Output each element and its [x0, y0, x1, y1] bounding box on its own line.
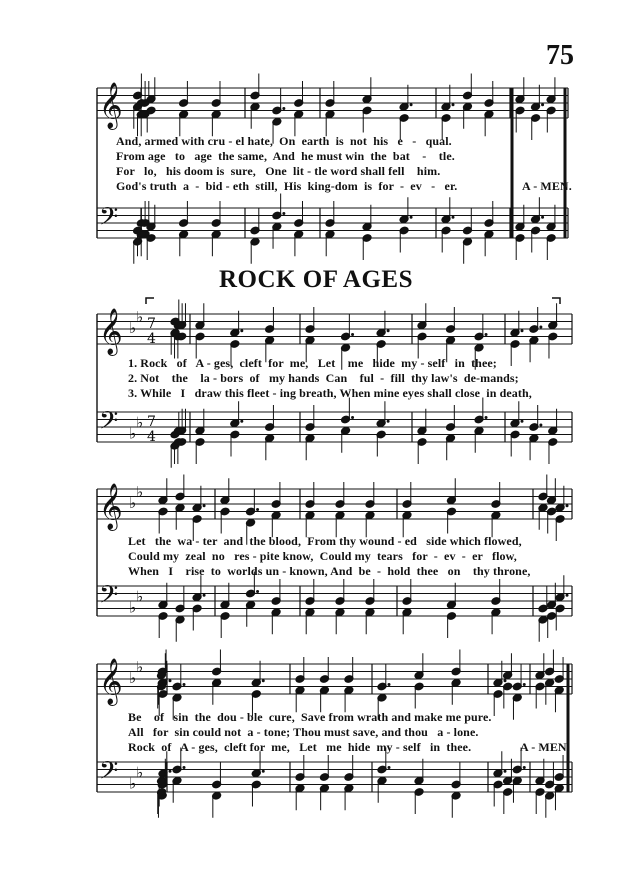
augmentation-dot — [410, 103, 413, 106]
augmentation-dot — [485, 333, 488, 336]
system-1-verse-2: 2. Not the la - bors of my hands Can ful - fill thy law's de-mands; — [128, 371, 519, 385]
augmentation-dot — [256, 508, 259, 511]
flat-sign: ♭ — [136, 763, 144, 782]
system-2-verse-2: Could my zeal no res - pite know, Could my tears for - ev - er flow, — [128, 549, 517, 563]
augmentation-dot — [169, 770, 172, 773]
augmentation-dot — [388, 683, 391, 686]
flat-sign: ♭ — [129, 774, 137, 793]
augmentation-dot — [262, 770, 265, 773]
top-lyric-line-2: From age to age the same, And he must win the bat - tle. — [116, 149, 455, 163]
augmentation-dot — [539, 424, 542, 427]
system-1-time-bottom: 4 — [147, 331, 156, 347]
augmentation-dot — [485, 416, 488, 419]
augmentation-dot — [387, 420, 390, 423]
augmentation-dot — [539, 326, 542, 329]
top-system-treble-clef: 𝄞 — [99, 82, 123, 129]
augmentation-dot — [183, 683, 186, 686]
hymn-title: ROCK OF AGES — [219, 266, 413, 293]
flat-sign: ♭ — [129, 494, 137, 512]
system-2-treble-clef: 𝄞 — [99, 483, 123, 530]
system-3-verse-1: Be of sin the dou - ble cure, Save from wrath and make me pure. — [128, 710, 492, 724]
augmentation-dot — [566, 594, 569, 597]
augmentation-dot — [351, 333, 354, 336]
augmentation-dot — [240, 329, 243, 332]
system-2-verse-3: When I rise to worlds un - known, And be - hold thee on thy throne, — [128, 564, 531, 578]
top-lyric-line-4: God's truth a - bid - eth still, His king-dom is for - ev - er. — [116, 179, 458, 193]
flat-sign: ♭ — [129, 598, 137, 617]
augmentation-dot — [452, 216, 455, 219]
augmentation-dot — [521, 329, 524, 332]
bracket-mark — [146, 298, 154, 304]
page-number: 75 — [546, 40, 574, 71]
top-lyric-line-1: And, armed with cru - el hate, On earth is not his e - qual. — [116, 134, 452, 148]
augmentation-dot — [240, 420, 243, 423]
system-3-verse-3: Rock of A - ges, cleft for me, Let me hide my - self in thee. — [128, 740, 472, 754]
augmentation-dot — [183, 766, 186, 769]
top-amen: A - MEN. — [522, 179, 572, 193]
system-1-bass-clef: 𝄢 — [99, 406, 119, 442]
augmentation-dot — [203, 504, 206, 507]
flat-sign: ♭ — [129, 669, 137, 687]
flat-sign: ♭ — [136, 307, 144, 326]
system-1-verse-1: 1. Rock of A - ges, cleft for me, Let me hide my - self in thee; — [128, 356, 497, 370]
augmentation-dot — [523, 683, 526, 686]
augmentation-dot — [282, 107, 285, 110]
system-1-time-top: 7 — [147, 316, 156, 332]
augmentation-dot — [388, 766, 391, 769]
augmentation-dot — [410, 216, 413, 219]
augmentation-dot — [541, 103, 544, 106]
augmentation-dot — [169, 679, 172, 682]
augmentation-dot — [452, 103, 455, 106]
flat-sign: ♭ — [129, 424, 137, 443]
augmentation-dot — [521, 420, 524, 423]
system-3-amen: A - MEN. — [520, 740, 570, 754]
augmentation-dot — [504, 770, 507, 773]
flat-sign: ♭ — [136, 482, 144, 501]
bracket-mark — [552, 298, 560, 304]
augmentation-dot — [523, 766, 526, 769]
system-1-verse-3: 3. While I draw this fleet - ing breath, When mine eyes shall close in death, — [128, 386, 532, 400]
system-3-verse-2: All for sin could not a - tone; Thou must save, and thou a - lone. — [128, 725, 479, 739]
system-1-time-bottom: 4 — [147, 429, 156, 445]
augmentation-dot — [262, 679, 265, 682]
augmentation-dot — [566, 504, 569, 507]
augmentation-dot — [282, 212, 285, 215]
augmentation-dot — [541, 216, 544, 219]
flat-sign: ♭ — [129, 319, 137, 337]
system-3-treble-clef: 𝄞 — [99, 658, 123, 705]
system-2-bass-clef: 𝄢 — [99, 580, 119, 616]
top-system-bass-clef: 𝄢 — [99, 202, 119, 238]
augmentation-dot — [203, 594, 206, 597]
system-1-treble-clef: 𝄞 — [99, 308, 123, 355]
system-1-time-top: 7 — [147, 414, 156, 430]
augmentation-dot — [387, 329, 390, 332]
augmentation-dot — [351, 416, 354, 419]
system-3-bass-clef: 𝄢 — [99, 756, 119, 792]
flat-sign: ♭ — [136, 657, 144, 676]
system-2-verse-1: Let the wa - ter and the blood, From thy wound - ed side which flowed, — [128, 534, 522, 548]
augmentation-dot — [504, 679, 507, 682]
top-lyric-line-3: For lo, his doom is sure, One lit - tle word shall fell him. — [116, 164, 441, 178]
flat-sign: ♭ — [136, 413, 144, 432]
augmentation-dot — [256, 590, 259, 593]
flat-sign: ♭ — [136, 587, 144, 606]
